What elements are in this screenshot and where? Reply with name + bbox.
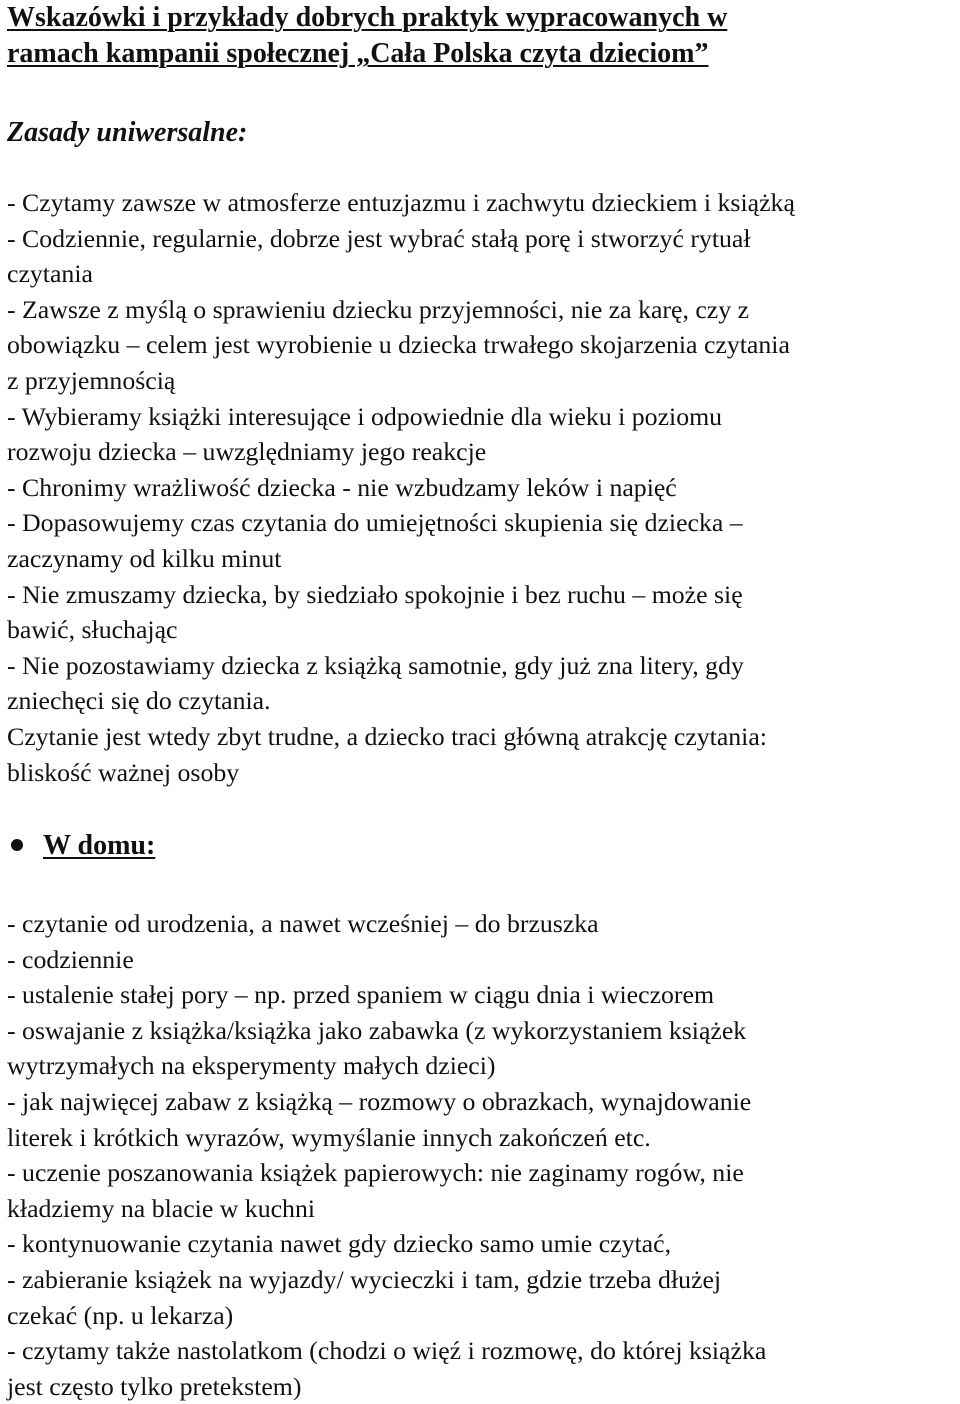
list-item-line: jest często tylko pretekstem) [7,1371,302,1401]
list-item [7,719,957,790]
list-item-line: - codziennie [7,944,134,974]
list-item [7,1333,957,1404]
title-line: ramach kampanii społecznej „Cała Polska czyta dzieciom” [7,38,709,69]
list-item-line: czytania [7,259,93,289]
list-item-line: kładziemy na blacie w kuchni [7,1193,316,1223]
list-item [7,577,957,648]
list-item [7,942,957,978]
list-item-line: - oswajanie z książka/książka jako zabawka (z wykorzystaniem książek [7,1015,747,1045]
list-item-line: - Nie zmuszamy dziecka, by siedziało spokojnie i bez ruchu – może się [7,579,743,609]
list-item-line: - zabieranie książek na wyjazdy/ wycieczki i tam, gdzie trzeba dłużej [7,1265,722,1295]
list-item-line: - uczenie poszanowania książek papierowych: nie zaginamy rogów, nie [7,1158,744,1188]
list-item-line: - czytamy także nastolatkom (chodzi o więź i rozmowę, do której książka [7,1336,767,1366]
list-item-line: - Czytamy zawsze w atmosferze entuzjazmu i zachwytu dzieckiem i książką [7,188,795,217]
list-item-line: - jak najwięcej zabaw z książką – rozmowy o obrazkach, wynajdowanie [7,1087,752,1117]
list-item-line: - Codziennie, regularnie, dobrze jest wybrać stałą porę i stworzyć rytuał [7,223,751,253]
document-page [7,0,957,1404]
section-heading-universal: Zasady uniwersalne: [7,117,248,148]
list-item [7,1226,957,1262]
list-item-line: obowiązku – celem jest wyrobienie u dziecka trwałego skojarzenia czytania [7,330,790,360]
list-item-line: - Wybieramy książki interesujące i odpowiednie dla wieku i poziomu [7,401,723,431]
list-item-line: bawić, słuchając [7,615,178,645]
title-line: Wskazówki i przykłady dobrych praktyk wypracowanych w [7,2,728,33]
list-item-line: rozwoju dziecka – uwzględniamy jego reakcje [7,437,487,467]
list-item [7,185,957,221]
list-item-line: zaczynamy od kilku minut [7,543,282,573]
list-item-line: z przyjemnością [7,365,176,395]
list-item [7,1155,957,1226]
list-item [7,292,957,399]
list-item-line: - Chronimy wrażliwość dziecka - nie wzbudzamy leków i napięć [7,472,677,502]
list-item [7,977,957,1013]
section-heading-home: W domu: [43,830,156,862]
list-item-line: - czytanie od urodzenia, a nawet wcześniej – do brzuszka [7,909,599,939]
list-item-line: - ustalenie stałej pory – np. przed spaniem w ciągu dnia i wieczorem [7,980,715,1010]
list-item-line: zniechęci się do czytania. [7,686,271,716]
list-item [7,399,957,470]
list-item-line: - kontynuowanie czytania nawet gdy dziecko samo umie czytać, [7,1229,672,1259]
list-item [7,906,957,942]
list-item-line: - Zawsze z myślą o sprawieniu dziecku przyjemności, nie za karę, czy z [7,294,750,324]
list-item-line: - Dopasowujemy czas czytania do umiejętności skupienia się dziecka – [7,508,743,538]
list-item-line: czekać (np. u lekarza) [7,1300,234,1330]
list-item [7,648,957,719]
list-item [7,221,957,292]
list-item-line: - Nie pozostawiamy dziecka z książką samotnie, gdy już zna litery, gdy [7,650,744,680]
list-item-line: Czytanie jest wtedy zbyt trudne, a dziecko traci główną atrakcję czytania: [7,721,767,751]
list-item [7,1084,957,1155]
universal-rules-list [7,185,957,790]
list-item [7,1013,957,1084]
list-item-line: bliskość ważnej osoby [7,757,240,787]
list-item [7,505,957,576]
section-heading-row [7,828,957,868]
list-item [7,470,957,506]
bullet-icon [11,839,23,851]
list-item-line: wytrzymałych na eksperymenty małych dzieci) [7,1051,496,1081]
home-practices-list [7,906,957,1404]
list-item [7,1262,957,1333]
document-title [7,0,957,72]
list-item-line: literek i krótkich wyrazów, wymyślanie innych zakończeń etc. [7,1122,651,1152]
